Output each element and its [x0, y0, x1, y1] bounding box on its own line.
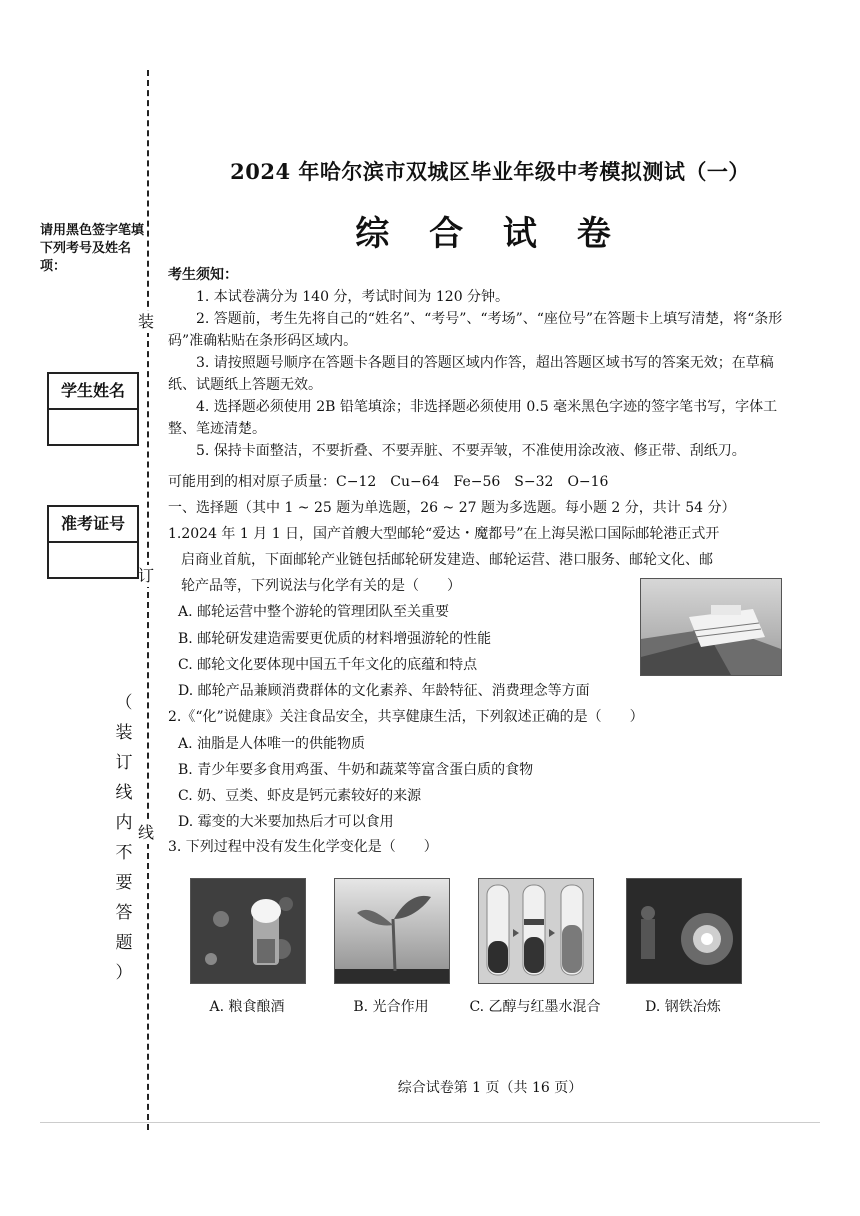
q2-option-a[interactable]: A. 油脂是人体唯一的供能物质: [178, 736, 366, 752]
q1-option-d[interactable]: D. 邮轮产品兼顾消费群体的文化素养、年龄特征、消费理念等方面: [178, 683, 590, 699]
q2-stem: 2.《“化”说健康》关注食品安全，共享健康生活，下列叙述正确的是（ ）: [168, 709, 644, 725]
exam-title: 2024 年哈尔滨市双城区毕业年级中考模拟测试（一）: [230, 159, 750, 184]
q3-caption-a[interactable]: A. 粮食酿酒: [209, 999, 285, 1015]
notice-item: 4. 选择题必须使用 2B 铅笔填涂；非选择题必须使用 0.5 毫米黑色字迹的签字笔书写，字体工整、笔迹清楚。: [168, 399, 778, 437]
q3-caption-c[interactable]: C. 乙醇与红墨水混合: [469, 999, 601, 1015]
vertical-char: 订: [115, 753, 133, 773]
candidate-notice: [168, 264, 793, 462]
notice-item: 5. 保持卡面整洁，不要折叠、不要弄脏、不要弄皱，不准使用涂改液、修正带、刮纸刀。: [196, 443, 746, 459]
q1-option-b[interactable]: B. 邮轮研发建造需要更优质的材料增强游轮的性能: [178, 631, 492, 647]
exam-id-label: 准考证号: [49, 507, 137, 543]
exam-id-box: [47, 505, 139, 579]
vertical-char: 答: [115, 903, 133, 923]
q2-option-c[interactable]: C. 奶、豆类、虾皮是钙元素较好的来源: [178, 788, 422, 804]
q3-stem: 3. 下列过程中没有发生化学变化是（ ）: [168, 839, 438, 855]
exam-id-field[interactable]: [49, 543, 137, 577]
q3-caption-d[interactable]: D. 钢铁冶炼: [645, 999, 721, 1015]
q1-option-c[interactable]: C. 邮轮文化要体现中国五千年文化的底蕴和特点: [178, 657, 478, 673]
atomic-masses: 可能用到的相对原子质量：C−12 Cu−64 Fe−56 S−32 O−16: [168, 474, 609, 490]
student-name-box: [47, 372, 139, 446]
q3-caption-b[interactable]: B. 光合作用: [353, 999, 429, 1015]
vertical-char: 要: [115, 873, 133, 893]
grain-brewing-photo: [190, 878, 306, 984]
notice-item: 2. 答题前，考生先将自己的“姓名”、“考号”、“考场”、“座位号”在答题卡上填写清楚，将“条形码”准确粘贴在条形码区域内。: [168, 311, 783, 349]
student-name-field[interactable]: [49, 410, 137, 444]
page-divider: [40, 1122, 820, 1123]
steel-smelting-photo: [626, 878, 742, 984]
section-heading: 一、选择题（其中 1 ~ 25 题为单选题，26 ~ 27 题为多选题。每小题 2 分，共计 54 分）: [168, 500, 736, 516]
q1-stem-line: 1.2024 年 1 月 1 日，国产首艘大型邮轮“爱达・魔都号”在上海吴淞口国际邮轮港正式开: [168, 526, 720, 542]
q1-stem-line: 轮产品等，下列说法与化学有关的是（ ）: [181, 578, 461, 594]
notice-item: 1. 本试卷满分为 140 分，考试时间为 120 分钟。: [196, 289, 510, 305]
exam-subtitle: 综 合 试 卷: [355, 214, 625, 254]
page-footer: 综合试卷第 1 页（共 16 页）: [397, 1080, 583, 1096]
vertical-char: 内: [115, 813, 133, 833]
vertical-char: ）: [115, 963, 133, 983]
fill-instruction: 请用黑色签字笔填下列考号及姓名项：: [40, 223, 145, 274]
vertical-char: 题: [115, 933, 133, 953]
photosynthesis-photo: [334, 878, 450, 984]
q1-stem-line: 启商业首航，下面邮轮产业链包括邮轮研发建造、邮轮运营、港口服务、邮轮文化、邮: [181, 552, 713, 568]
notice-heading: 考生须知：: [168, 267, 238, 283]
binding-warning-vertical: [112, 688, 136, 988]
vertical-char: 线: [115, 783, 133, 803]
binding-word-zhuang: 装: [138, 312, 155, 331]
vertical-char: 不: [115, 843, 133, 863]
q2-option-b[interactable]: B. 青少年要多食用鸡蛋、牛奶和蔬菜等富含蛋白质的食物: [178, 762, 534, 778]
binding-word-xian: 线: [138, 823, 155, 842]
vertical-char: 装: [115, 723, 133, 743]
q2-option-d[interactable]: D. 霉变的大米要加热后才可以食用: [178, 814, 394, 830]
ethanol-red-ink-photo: [478, 878, 594, 984]
student-name-label: 学生姓名: [49, 374, 137, 410]
notice-item: 3. 请按照题号顺序在答题卡各题目的答题区域内作答，超出答题区域书写的答案无效；在草稿纸、试题纸上答题无效。: [168, 355, 774, 393]
q1-option-a[interactable]: A. 邮轮运营中整个游轮的管理团队至关重要: [178, 604, 450, 620]
cruise-ship-photo: [640, 578, 782, 676]
binding-word-ding: 订: [138, 566, 155, 585]
vertical-char: （: [115, 693, 133, 713]
